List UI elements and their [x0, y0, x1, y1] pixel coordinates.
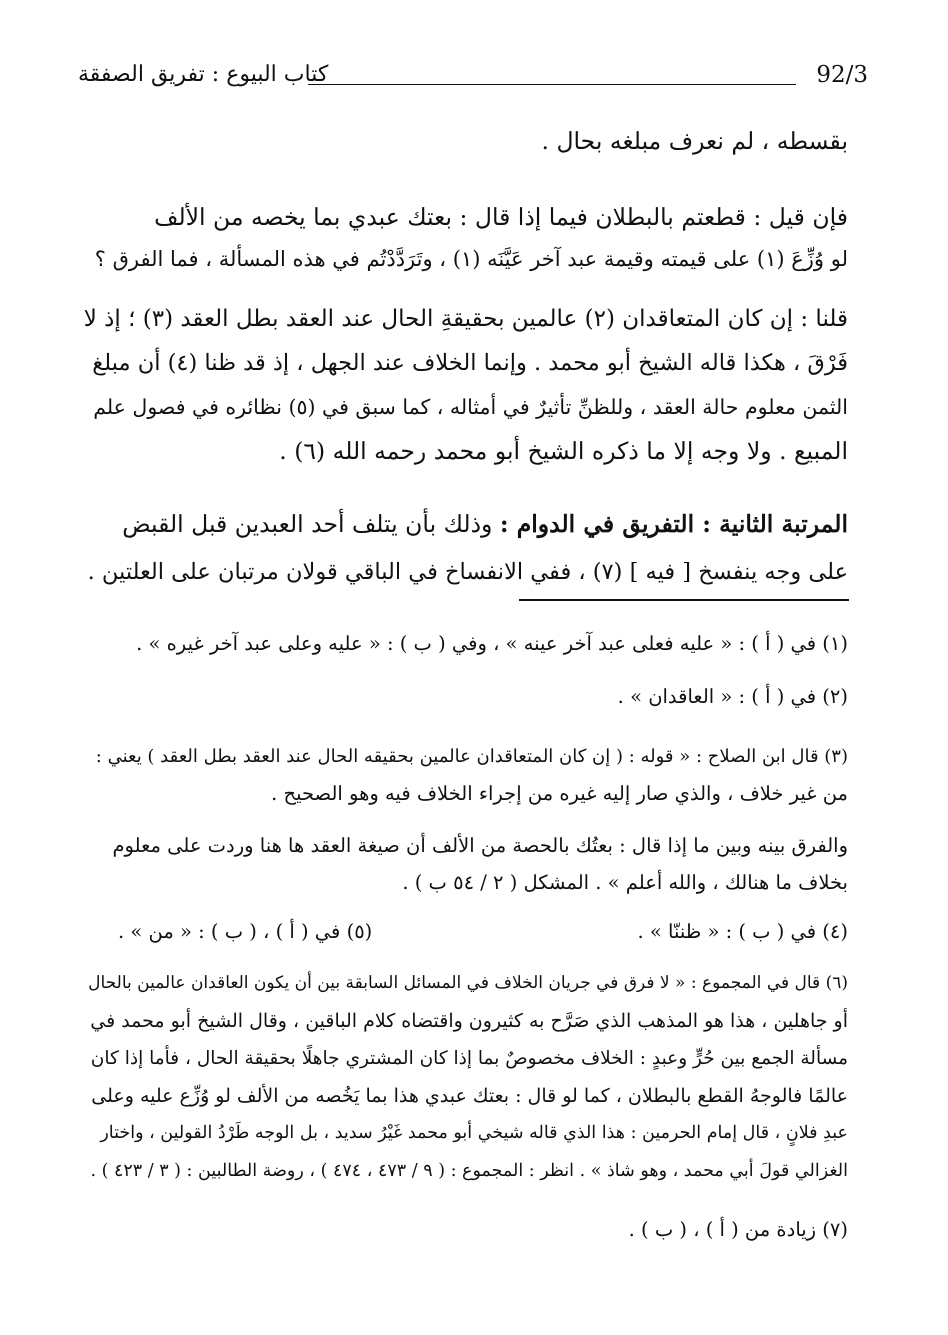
text-line: على وجه ينفسخ [ فيه ] (٧) ، ففي الانفساخ في الباقي قولان مرتبان على العلتين . [87, 559, 848, 585]
footnote-3-line: من غير خلاف ، والذي صار إليه غيره من إجراء الخلاف فيه وهو الصحيح . [271, 782, 848, 805]
footnote-3-continuation: والفرق بينه وبين ما إذا قال : بعتُك بالحصة من الألف أن صيغة العقد ها هنا وردت على معلوم [112, 834, 848, 857]
footnote [88, 632, 848, 655]
footnote-6-line: (٦) قال في المجموع : « لا فرق في جريان الخلاف في المسائل السابقة بين أن يكون العاقدان عالمين بالحال [88, 973, 848, 993]
footnote-6-line: عبدِ فلانٍ ، قال إمام الحرمين : هذا الذي قاله شيخي أبو محمد غَيْرُ سديد ، بل الوجه طَرْدُ القولين ، واختار [100, 1123, 848, 1143]
body-paragraph [78, 297, 848, 473]
body-paragraph [78, 127, 848, 155]
footnote-2: (٢) في ( أ ) : « العاقدان » . [617, 685, 848, 708]
footnote [88, 685, 848, 708]
text-line: فإن قيل : قطعتم بالبطلان فيما إذا قال : بعتك عبدي بما يخصه من الألف [154, 203, 848, 231]
footnote [88, 827, 848, 901]
body-paragraph [78, 500, 848, 596]
text-line: فَرْقَ ، هكذا قاله الشيخ أبو محمد . وإنما الخلاف عند الجهل ، إذ قد ظنا (٤) أن مبلغ [92, 350, 848, 376]
text-line: لو وُزِّعَ (١) على قيمته وقيمة عبد آخر عَيَّنَه (١) ، وتَرَدَّدْتُم في هذه المسألة ، فما الفرق ؟ [94, 247, 848, 271]
footnote-row [88, 920, 848, 950]
text-line: الثمن معلوم حالة العقد ، وللظنِّ تأثيرٌ في أمثاله ، كما سبق في (٥) نظائره في فصول علم [93, 395, 848, 419]
footnote-6-line: أو جاهلين ، هذا هو المذهب الذي صَرَّح به كثيرون واقتضاه كلام الباقين ، وقال الشيخ أبو محمد في [90, 1009, 848, 1032]
section-heading: المرتبة الثانية : التفريق في الدوام : [499, 510, 848, 538]
footnote-4: (٤) في ( ب ) : « ظننّا » . [637, 920, 848, 943]
page-number: 92/3 [816, 62, 868, 88]
footnote-7: (٧) زيادة من ( أ ) ، ( ب ) . [628, 1218, 848, 1241]
footnote-3-continuation: بخلاف ما هنالك ، والله أعلم » . المشكل ( ٢ / ٥٤ ب ) . [402, 871, 848, 894]
text-line: قلنا : إن كان المتعاقدان (٢) عالمين بحقيقةِ الحال عند العقد بطل العقد (٣) ؛ إذ لا [83, 306, 848, 332]
footnote-5: (٥) في ( أ ) ، ( ب ) : « من » . [118, 920, 373, 943]
text-line: بقسطه ، لم نعرف مبلغه بحال . [541, 127, 848, 155]
text-line: المبيع . ولا وجه إلا ما ذكره الشيخ أبو محمد رحمه الله (٦) . [279, 437, 848, 465]
footnote-6-line: الغزالي قولَ أبي محمد ، وهو شاذ » . انظر : المجموع : ( ٩ / ٤٧٣ ، ٤٧٤ ) ، روضة الطالبين : ( ٣ / ٤٢٣ ) . [90, 1160, 848, 1181]
footnote [88, 1218, 848, 1241]
footnote-6-line: مسألة الجمع بين حُرٍّ وعبدٍ : الخلاف مخصوصٌ بما إذا كان المشتري جاهلًا بحقيقة الحال ، فأما إذا كان [90, 1048, 848, 1069]
footnote-6-line: عالمًا فالوجهُ القطع بالبطلان ، كما لو قال : بعتك عبدي هذا بما يَخُصه من الألف لو وُزِّع عليه وعلى [91, 1084, 848, 1107]
footnote [88, 738, 848, 812]
footnote-3-line: (٣) قال ابن الصلاح : « قوله : ( إن كان المتعاقدان عالمين بحقيقه الحال عند العقد بطل العقد ) يعني : [95, 746, 848, 767]
footnote-1: (١) في ( أ ) : « عليه فعلى عبد آخر عينه » ، وفي ( ب ) : « عليه وعلى عبد آخر غيره » . [136, 632, 848, 655]
header-rule [308, 84, 796, 85]
text-span: وذلك بأن يتلف أحد العبدين قبل القبض [122, 510, 500, 538]
footnote-separator [519, 599, 849, 601]
body-paragraph [78, 196, 848, 280]
text-line [78, 500, 848, 548]
footnote [88, 965, 848, 1190]
page-header [78, 58, 868, 98]
running-title: كتاب البيوع : تفريق الصفقة [78, 62, 329, 87]
